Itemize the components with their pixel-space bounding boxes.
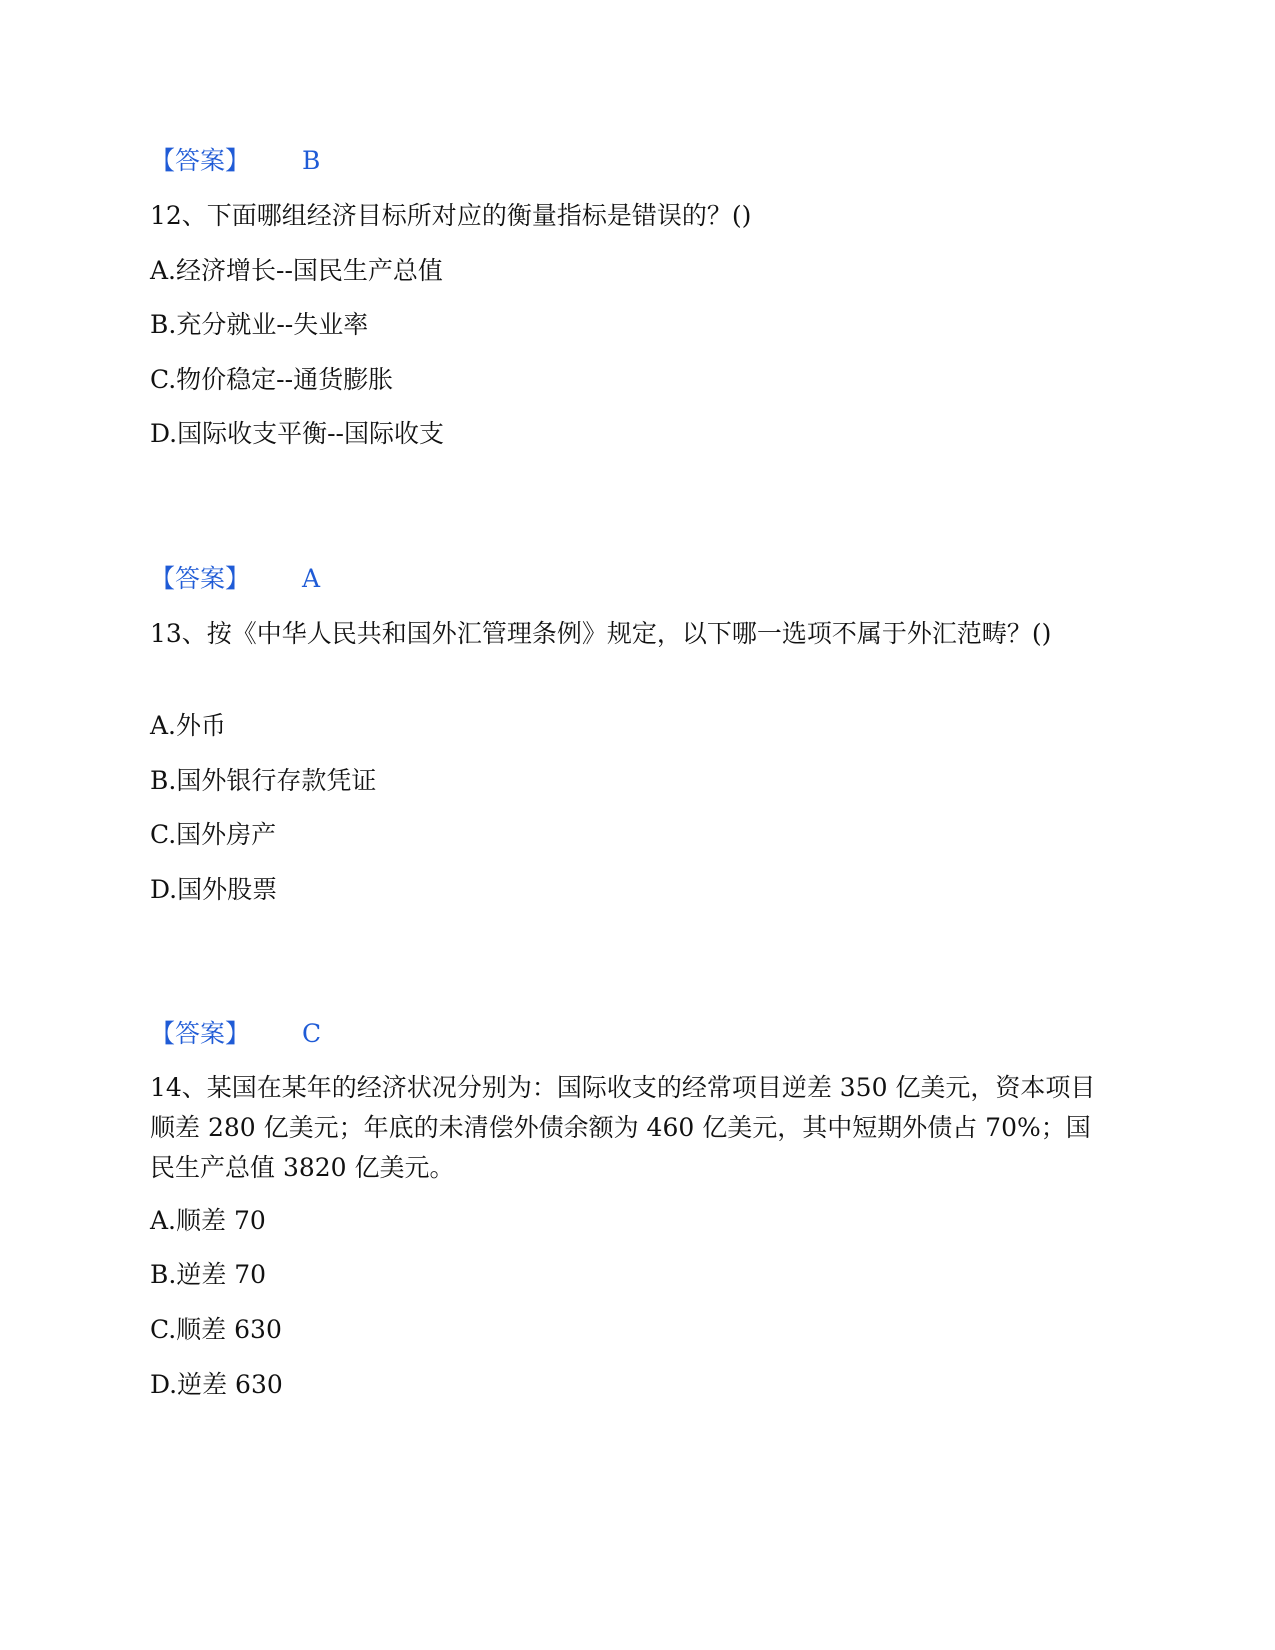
option-a: A.外币 <box>150 711 227 740</box>
answer-label: 【答案】 <box>150 564 251 593</box>
answer-value: A <box>302 564 321 593</box>
option-c: C.物价稳定--通货膨胀 <box>150 365 394 394</box>
question-text: 14、某国在某年的经济状况分别为：国际收支的经常项目逆差 350 亿美元，资本项目顺差 280 亿美元；年底的未清偿外债余额为 460 亿美元，其中短期外债占 70%；国民生产总值 3820 亿美元。 <box>150 1073 1096 1182</box>
option-d: D.逆差 630 <box>150 1370 283 1399</box>
option-c: C.顺差 630 <box>150 1315 282 1344</box>
option-b: B.逆差 70 <box>150 1260 267 1289</box>
question-text: 13、按《中华人民共和国外汇管理条例》规定，以下哪一选项不属于外汇范畴？() <box>150 619 1052 648</box>
question-text: 12、下面哪组经济目标所对应的衡量指标是错误的？() <box>150 201 752 230</box>
answer-label: 【答案】 <box>150 1019 251 1048</box>
option-b: B.充分就业--失业率 <box>150 310 369 339</box>
answer-line <box>150 562 320 596</box>
answer-label: 【答案】 <box>150 146 251 175</box>
answer-line <box>150 1017 321 1051</box>
option-d: D.国际收支平衡--国际收支 <box>150 419 444 448</box>
option-b: B.国外银行存款凭证 <box>150 766 377 795</box>
answer-value: C <box>302 1019 322 1048</box>
answer-value: B <box>302 146 321 175</box>
option-d: D.国外股票 <box>150 875 278 904</box>
answer-line <box>150 144 320 178</box>
option-a: A.顺差 70 <box>150 1206 266 1235</box>
option-a: A.经济增长--国民生产总值 <box>150 256 443 285</box>
option-c: C.国外房产 <box>150 820 277 849</box>
